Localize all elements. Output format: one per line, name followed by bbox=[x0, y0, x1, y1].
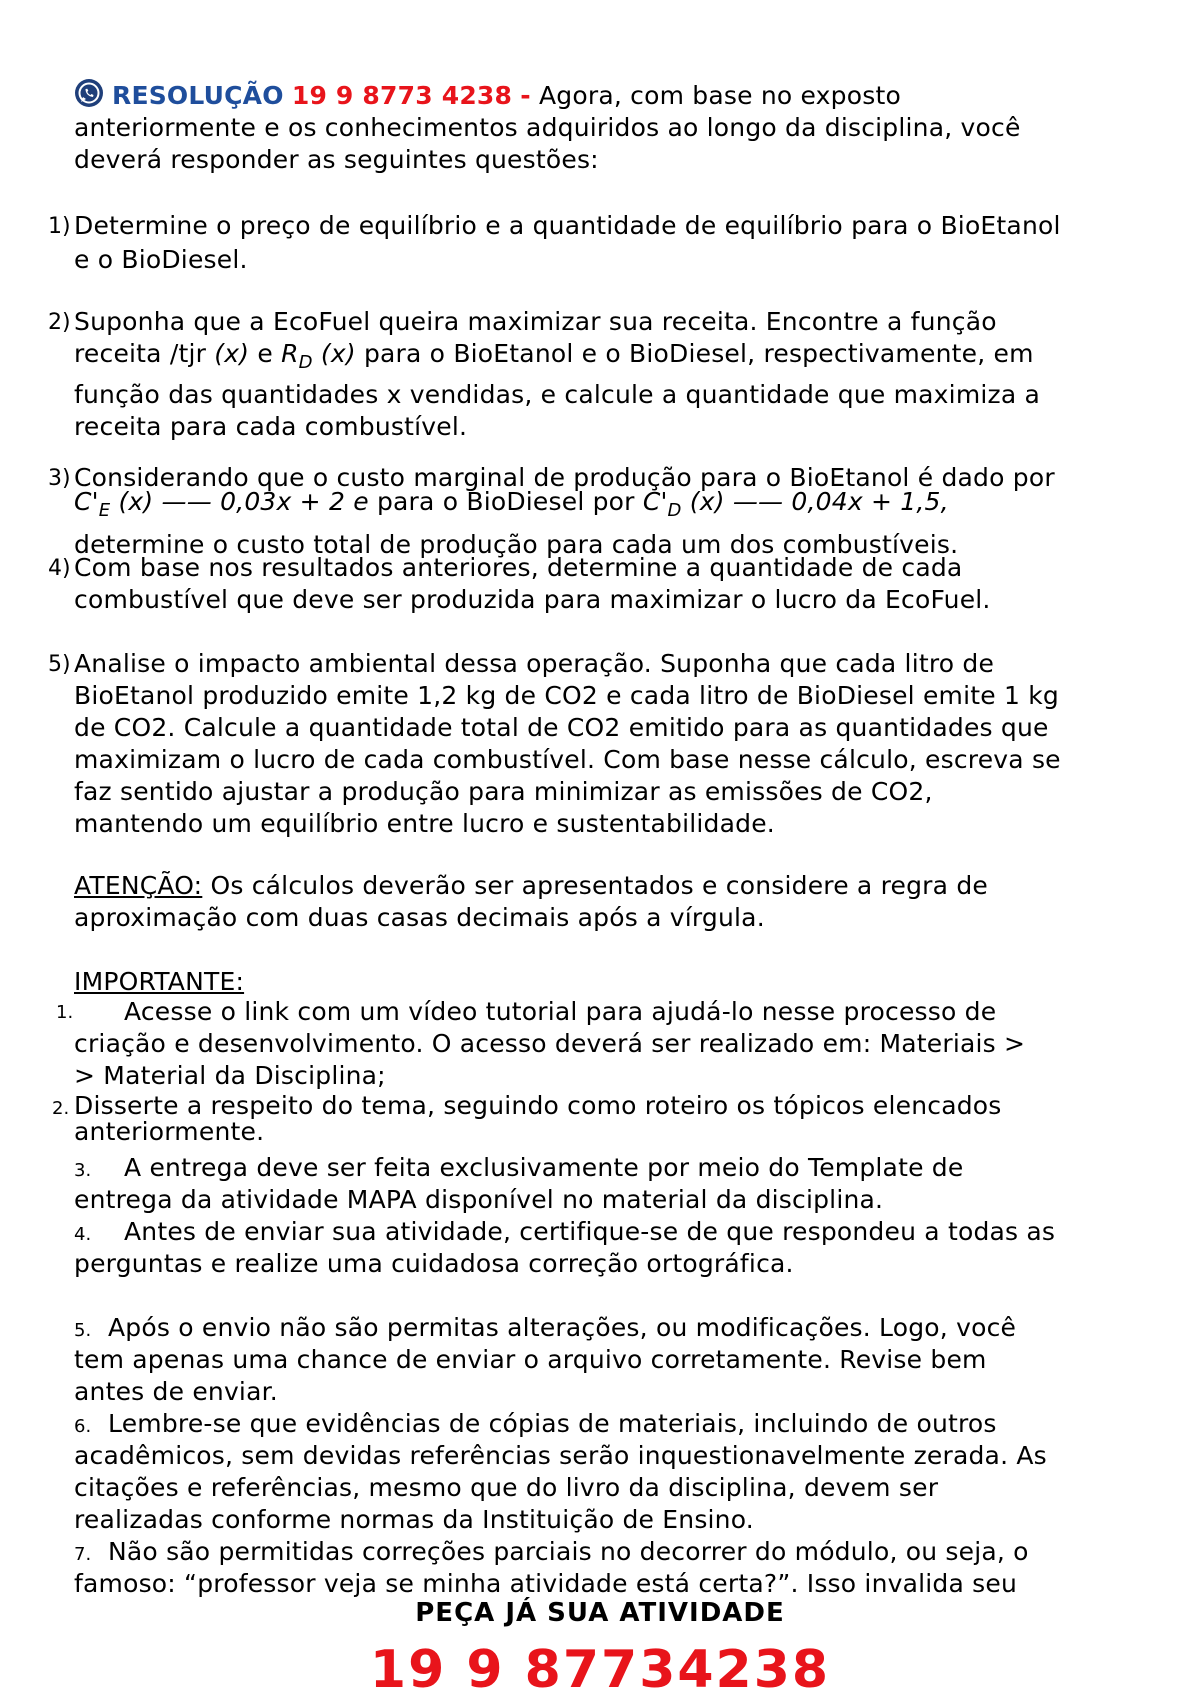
conjunction: e bbox=[257, 339, 273, 368]
math-x: (x) bbox=[214, 339, 250, 368]
important-item-5 bbox=[74, 1312, 1154, 1408]
intro-text-1: Agora, com base no exposto bbox=[539, 81, 901, 110]
attention-line: aproximação com duas casas decimais após a vírgula. bbox=[74, 903, 765, 932]
question-3 bbox=[74, 462, 1154, 561]
important-item-line: Acesse o link com um vídeo tutorial para ajudá-lo nesse processo de bbox=[124, 997, 997, 1026]
important-item-line: famoso: “professor veja se minha atividade está certa?”. Isso invalida seu bbox=[74, 1569, 1018, 1598]
important-item-line: citações e referências, mesmo que do livro da disciplina, devem ser bbox=[74, 1473, 939, 1502]
question-5 bbox=[74, 648, 1154, 840]
important-item-line: criação e desenvolvimento. O acesso deverá ser realizado em: Materiais > bbox=[74, 1029, 1026, 1058]
question-5-line: mantendo um equilíbrio entre lucro e sustentabilidade. bbox=[74, 809, 775, 838]
important-item-line: A entrega deve ser feita exclusivamente por meio do Template de bbox=[124, 1153, 964, 1182]
math-x: (x) bbox=[320, 339, 356, 368]
important-item-line: Após o envio não são permitas alterações, ou modificações. Logo, você bbox=[108, 1313, 1017, 1342]
resolution-label: RESOLUÇÃO bbox=[112, 81, 284, 110]
header-phone: 19 9 8773 4238 bbox=[291, 81, 513, 110]
important-item-7 bbox=[74, 1536, 1154, 1600]
question-4 bbox=[74, 552, 1154, 616]
important-item-6 bbox=[74, 1408, 1154, 1536]
important-item-line: anteriormente. bbox=[74, 1117, 265, 1146]
question-1-number: 1) bbox=[48, 214, 71, 239]
intro-line-2: anteriormente e os conhecimentos adquiridos ao longo da disciplina, você bbox=[74, 113, 1021, 142]
important-item-2 bbox=[74, 1090, 1154, 1148]
important-item-7-number: 7. bbox=[74, 1544, 92, 1565]
important-item-line: antes de enviar. bbox=[74, 1377, 278, 1406]
question-5-line: de CO2. Calcule a quantidade total de CO2 emitido para as quantidades que bbox=[74, 713, 1049, 742]
important-item-4 bbox=[74, 1216, 1154, 1280]
important-item-line: realizadas conforme normas da Instituição de Ensino. bbox=[74, 1505, 754, 1534]
question-2-line: Suponha que a EcoFuel queira maximizar sua receita. Encontre a função bbox=[74, 307, 997, 336]
important-item-1 bbox=[74, 996, 1154, 1092]
intro-line-1 bbox=[74, 78, 1154, 112]
question-2-text: para o BioEtanol e o BioDiesel, respectivamente, em bbox=[363, 339, 1034, 368]
important-heading bbox=[74, 966, 1154, 998]
question-2-line: receita para cada combustível. bbox=[74, 412, 468, 441]
intro-paragraph bbox=[74, 78, 1154, 176]
question-5-line: maximizam o lucro de cada combustível. Com base nesse cálculo, escreva se bbox=[74, 745, 1061, 774]
footer-phone: 19 9 87734238 bbox=[369, 1640, 831, 1700]
attention-text: Os cálculos deverão ser apresentados e considere a regra de bbox=[210, 871, 988, 900]
question-2 bbox=[74, 306, 1154, 443]
important-item-6-number: 6. bbox=[74, 1416, 92, 1437]
important-item-line: entrega da atividade MAPA disponível no material da disciplina. bbox=[74, 1185, 884, 1214]
important-item-line: tem apenas uma chance de enviar o arquivo corretamente. Revise bem bbox=[74, 1345, 987, 1374]
question-5-number: 5) bbox=[48, 652, 71, 677]
question-1-line: e o BioDiesel. bbox=[74, 245, 248, 274]
question-4-line: combustível que deve ser produzida para maximizar o lucro da EcoFuel. bbox=[74, 585, 991, 614]
important-item-line: Lembre-se que evidências de cópias de materiais, incluindo de outros bbox=[108, 1409, 997, 1438]
question-5-line: BioEtanol produzido emite 1,2 kg de CO2 e cada litro de BioDiesel emite 1 kg bbox=[74, 681, 1059, 710]
important-item-line: Não são permitidas correções parciais no decorrer do módulo, ou seja, o bbox=[108, 1537, 1029, 1566]
question-2-number: 2) bbox=[48, 310, 71, 335]
question-2-line: função das quantidades x vendidas, e calcule a quantidade que maximiza a bbox=[74, 380, 1041, 409]
question-4-line: Com base nos resultados anteriores, determine a quantidade de cada bbox=[74, 553, 963, 582]
question-3-text: para o BioDiesel por bbox=[376, 487, 635, 516]
question-5-line: faz sentido ajustar a produção para minimizar as emissões de CO2, bbox=[74, 777, 933, 806]
attention-line bbox=[74, 870, 1154, 902]
question-1-line: Determine o preço de equilíbrio e a quantidade de equilíbrio para o BioEtanol bbox=[74, 211, 1061, 240]
footer-cta: PEÇA JÁ SUA ATIVIDADE bbox=[415, 1598, 785, 1628]
attention-paragraph bbox=[74, 870, 1154, 934]
important-item-1-number: 1. bbox=[56, 1002, 74, 1023]
important-item-5-number: 5. bbox=[74, 1320, 92, 1341]
revenue-label: receita /tjr bbox=[74, 339, 207, 368]
important-item-line: perguntas e realize uma cuidadosa correção ortográfica. bbox=[74, 1249, 794, 1278]
question-1 bbox=[74, 210, 1154, 276]
important-item-2-number: 2. bbox=[52, 1098, 70, 1119]
question-3-number: 3) bbox=[48, 466, 71, 491]
question-5-line: Analise o impacto ambiental dessa operação. Suponha que cada litro de bbox=[74, 649, 995, 678]
important-item-4-number: 4. bbox=[74, 1224, 92, 1245]
important-label: IMPORTANTE: bbox=[74, 967, 245, 996]
math-ce: $C'_E$ (x) —— 0,03x + 2 e bbox=[74, 487, 369, 521]
header-dash: - bbox=[520, 81, 531, 110]
attention-label: ATENÇÃO: bbox=[74, 871, 203, 900]
question-2-line bbox=[74, 338, 1154, 379]
important-item-3-number: 3. bbox=[74, 1160, 92, 1181]
intro-line-3: deverá responder as seguintes questões: bbox=[74, 145, 599, 174]
important-item-line: Disserte a respeito do tema, seguindo como roteiro os tópicos elencados bbox=[74, 1091, 1002, 1120]
math-cd: $C'_D$ (x) —— 0,04x + 1,5, bbox=[642, 487, 949, 521]
math-r: $R_D$ bbox=[281, 339, 313, 373]
question-4-number: 4) bbox=[48, 556, 71, 581]
important-item-line: > Material da Disciplina; bbox=[74, 1061, 386, 1090]
important-item-line: Antes de enviar sua atividade, certifique-se de que respondeu a todas as bbox=[124, 1217, 1056, 1246]
important-item-3 bbox=[74, 1152, 1154, 1216]
question-3-line: determine o custo total de produção para cada um dos combustíveis. bbox=[74, 530, 959, 559]
whatsapp-icon bbox=[74, 78, 104, 108]
important-item-line: acadêmicos, sem devidas referências serão inquestionavelmente zerada. As bbox=[74, 1441, 1047, 1470]
question-3-line: Considerando que o custo marginal de produção para o BioEtanol é dado por bbox=[74, 463, 1055, 492]
